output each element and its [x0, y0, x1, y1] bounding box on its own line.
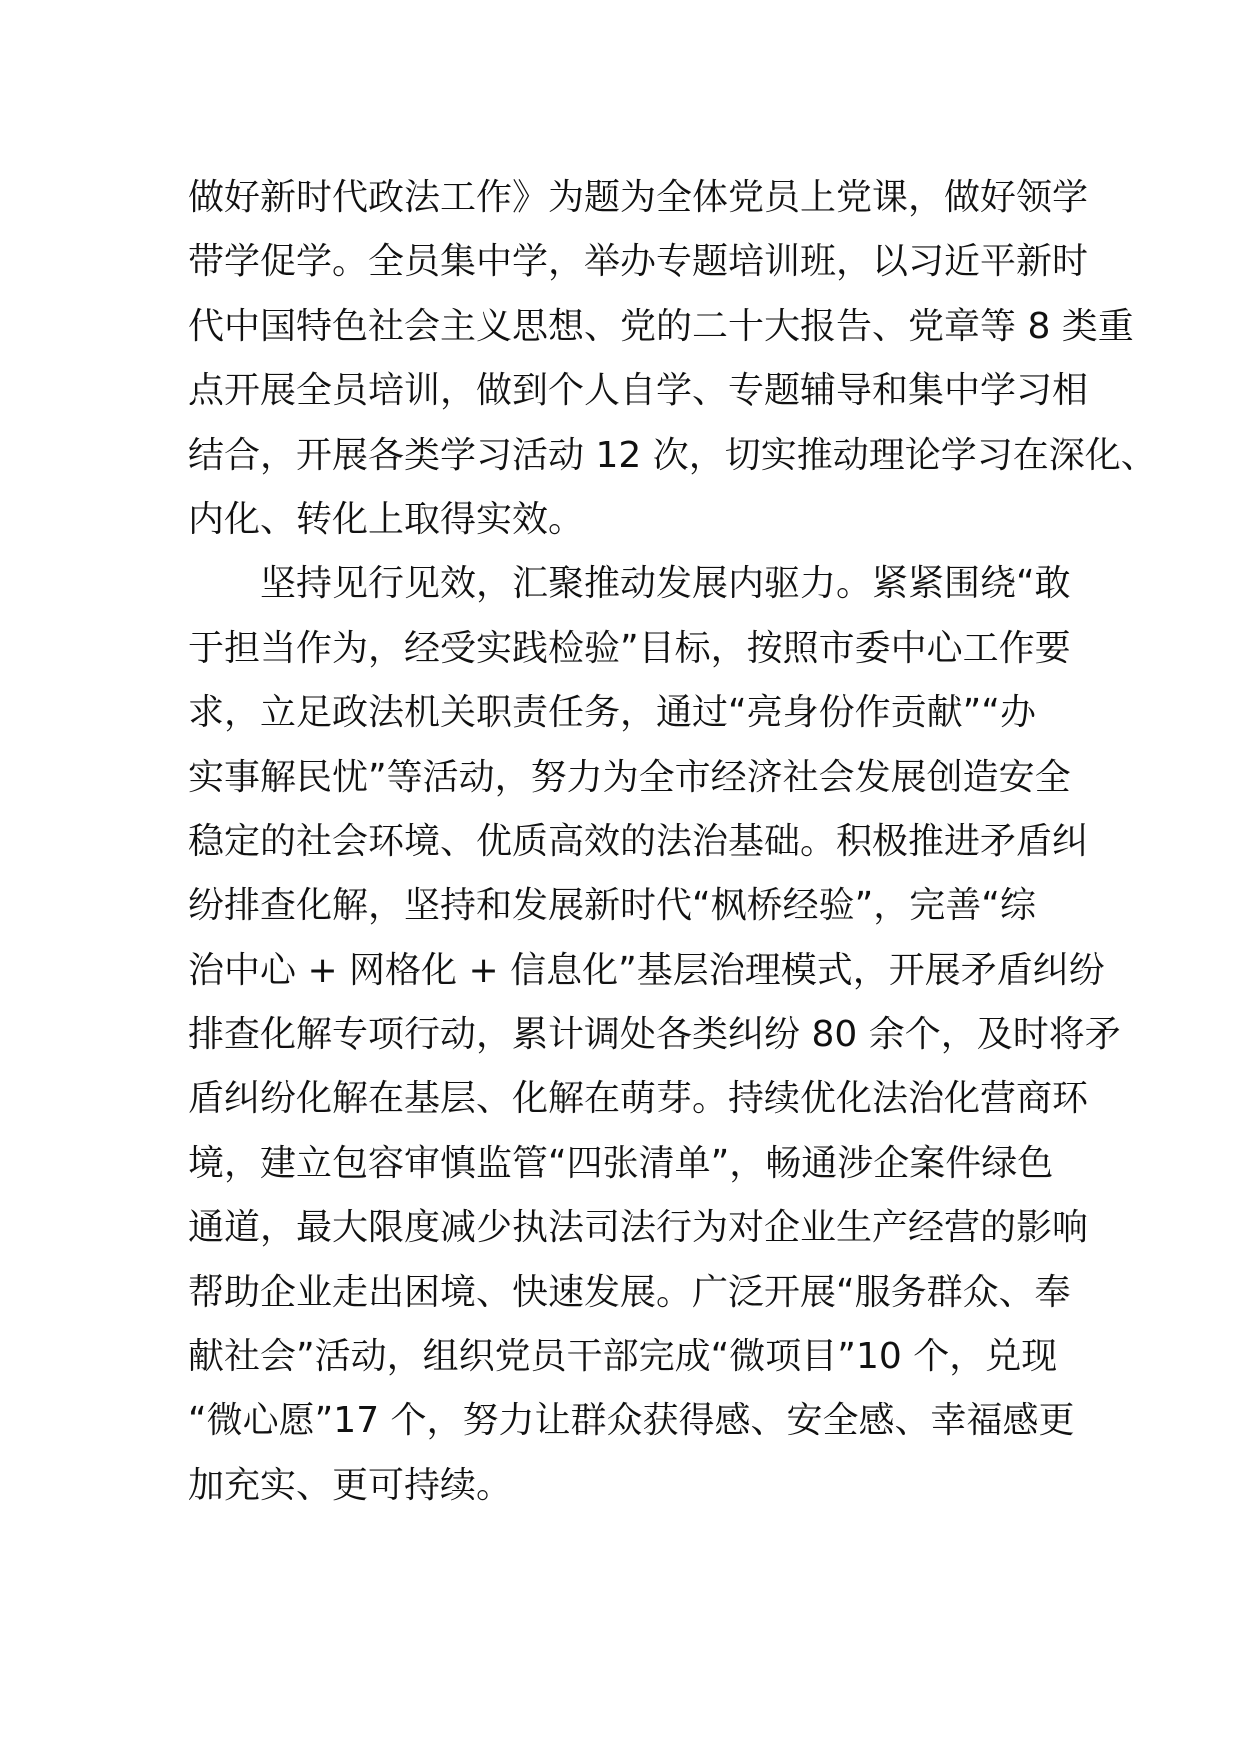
paragraph-1-line-3: 代中国特色社会主义思想、党的二十大报告、党章等 8 类重 — [188, 305, 1134, 347]
paragraph-2-line-13: 献社会”活动，组织党员干部完成“微项目”10 个，兑现 — [188, 1336, 1058, 1378]
paragraph-2-line-6: 纷排查化解，坚持和发展新时代“枫桥经验”，完善“综 — [188, 885, 1036, 927]
paragraph-1-line-4: 点开展全员培训，做到个人自学、专题辅导和集中学习相 — [188, 370, 1089, 412]
paragraph-1-line-5: 结合，开展各类学习活动 12 次，切实推动理论学习在深化、 — [188, 434, 1157, 476]
paragraph-2-line-2: 于担当作为，经受实践检验”目标，按照市委中心工作要 — [188, 627, 1071, 669]
paragraph-2-line-9: 盾纠纷化解在基层、化解在萌芽。持续优化法治化营商环 — [188, 1078, 1089, 1120]
paragraph-1-line-1: 做好新时代政法工作》为题为全体党员上党课，做好领学 — [188, 177, 1089, 218]
paragraph-2-line-12: 帮助企业走出困境、快速发展。广泛开展“服务群众、奉 — [188, 1271, 1071, 1313]
paragraph-1-line-2: 带学促学。全员集中学，举办专题培训班，以习近平新时 — [188, 241, 1089, 283]
paragraph-2-line-1: 坚持见行见效，汇聚推动发展内驱力。紧紧围绕“敢 — [260, 563, 1071, 605]
paragraph-2-line-8: 排查化解专项行动，累计调处各类纠纷 80 余个，及时将矛 — [188, 1014, 1121, 1056]
paragraph-2-line-3: 求，立足政法机关职责任务，通过“亮身份作贡献”“办 — [188, 692, 1036, 734]
paragraph-1 — [188, 166, 1157, 552]
paragraph-2-line-5: 稳定的社会环境、优质高效的法治基础。积极推进矛盾纠 — [188, 820, 1089, 862]
paragraph-2-line-14: “微心愿”17 个，努力让群众获得感、安全感、幸福感更 — [188, 1400, 1075, 1442]
paragraph-2-line-7: 治中心 + 网格化 + 信息化”基层治理模式，开展矛盾纠纷 — [188, 949, 1105, 991]
paragraph-2 — [188, 552, 1121, 1518]
body-text — [188, 166, 1157, 1518]
paragraph-2-line-15: 加充实、更可持续。 — [188, 1464, 513, 1506]
paragraph-2-line-10: 境，建立包容审慎监管“四张清单”，畅通涉企案件绿色 — [188, 1142, 1054, 1184]
paragraph-2-line-11: 通道，最大限度减少执法司法行为对企业生产经营的影响 — [188, 1207, 1089, 1249]
paragraph-1-line-6: 内化、转化上取得实效。 — [188, 498, 585, 540]
paragraph-2-line-4: 实事解民忧”等活动，努力为全市经济社会发展创造安全 — [188, 756, 1071, 798]
